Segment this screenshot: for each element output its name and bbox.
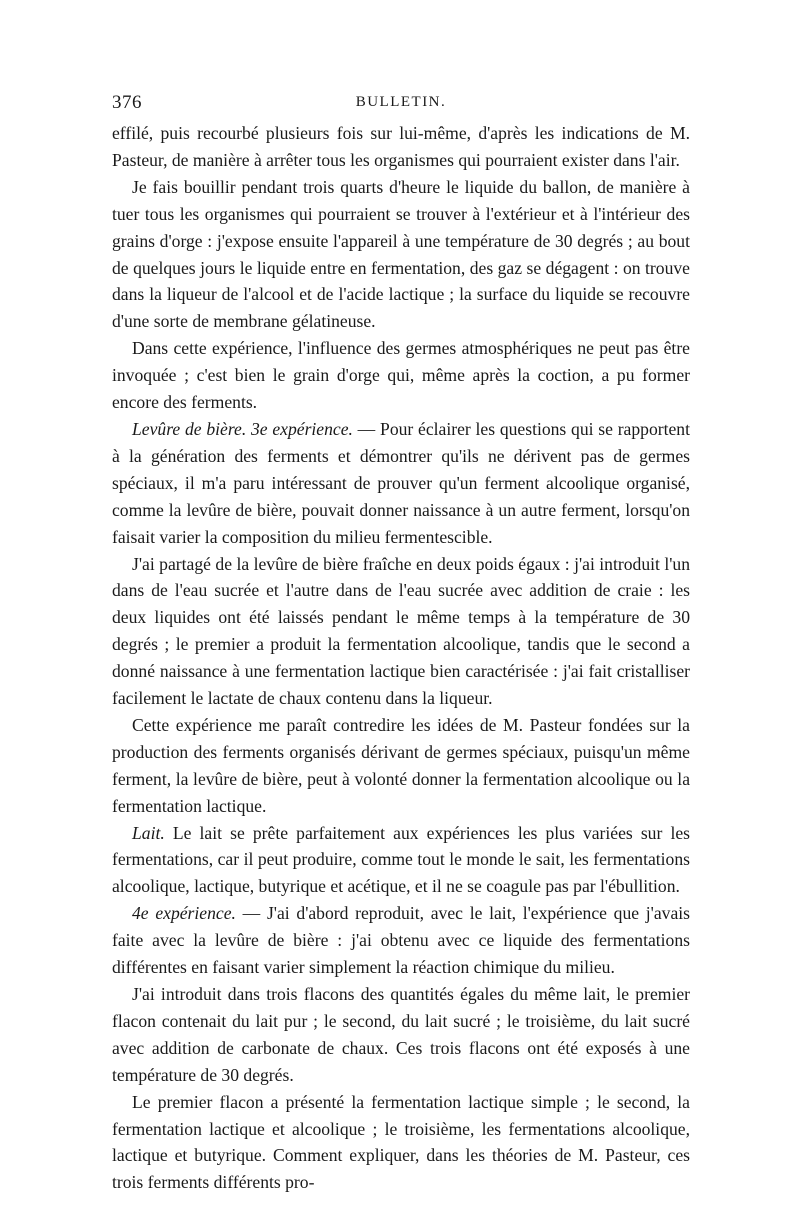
paragraph xyxy=(112,981,690,1089)
section-lead: Levûre de bière. 3e expérience. xyxy=(132,418,353,439)
paragraph-4e-experience xyxy=(112,900,690,981)
paragraph-text: J'ai partagé de la levûre de bière fraîche en deux poids égaux : j'ai introduit l'un dans de l'eau sucrée et l'autre dans de l'eau sucrée avec addition de craie : les deux liquides ont été laissés pendant le même temps à la température de 30 degrés ; le premier a produit la fermentation alcoolique, tandis que le second a donné naissance à une fermentation lactique bien caractérisée : j'ai fait cristalliser facilement le lactate de chaux contenu dans la liqueur. xyxy=(112,553,690,709)
paragraph-text: — Pour éclairer les questions qui se rapportent à la génération des ferments et démontrer qu'ils ne dérivent pas de germes spéciaux, il m'a paru intéressant de prouver qu'un ferment alcoolique organisé, comme la levûre de bière, pouvait donner naissance à un autre ferment, lorsqu'on faisait varier la composition du milieu fermentescible. xyxy=(112,418,690,547)
paragraph-text: — J'ai d'abord reproduit, avec le lait, l'expérience que j'avais faite avec la levûre de bière : j'ai obtenu avec ce liquide des fermentations différentes en faisant varier simplement la réaction chimique du milieu. xyxy=(112,903,690,978)
paragraph-last xyxy=(112,1089,690,1197)
running-title: BULLETIN. xyxy=(355,94,447,110)
paragraph-text: Cette expérience me paraît contredire les idées de M. Pasteur fondées sur la production des ferments organisés dérivant de germes spéciaux, puisqu'un même ferment, la levûre de bière, peut à volonté donner la fermentation alcoolique ou la fermentation lactique. xyxy=(112,714,690,816)
paragraph-text: Le lait se prête parfaitement aux expériences les plus variées sur les fermentations, car il peut produire, comme tout le monde le sait, les fermentations alcoolique, lactique, butyrique et acétique, et il ne se coagule pas par l'ébullition. xyxy=(112,822,690,897)
paragraph xyxy=(112,712,690,820)
paragraph-continuation xyxy=(112,120,690,174)
paragraph xyxy=(112,335,690,416)
paragraph-text: Le premier flacon a présenté la fermentation lactique simple ; le second, la fermentation lactique et alcoolique ; le troisième, les fermentations alcoolique, lactique et butyrique. Comment expliquer, dans les théories de M. Pasteur, ces trois ferments différents pro- xyxy=(112,1091,690,1193)
page-number: 376 xyxy=(112,92,142,113)
paragraph xyxy=(112,551,690,712)
page-header xyxy=(112,92,690,120)
body-text xyxy=(112,120,690,1196)
paragraph-text: effilé, puis recourbé plusieurs fois sur lui-même, d'après les indications de M. Pasteur, de manière à arrêter tous les organismes qui pourraient exister dans l'air. xyxy=(112,123,690,170)
paragraph-text: Dans cette expérience, l'influence des germes atmosphériques ne peut pas être invoquée ; c'est bien le grain d'orge qui, même après la coction, a pu former encore des ferments. xyxy=(112,338,690,413)
section-lead: Lait. xyxy=(132,822,165,843)
section-lead: 4e expérience. xyxy=(132,903,236,924)
paragraph-lait xyxy=(112,820,690,901)
paragraph-text: J'ai introduit dans trois flacons des quantités égales du même lait, le premier flacon contenait du lait pur ; le second, du lait sucré ; le troisième, du lait sucré avec addition de carbonate de chaux. Ces trois flacons ont été exposés à une température de 30 degrés. xyxy=(112,984,690,1085)
paragraph-levure-de-biere xyxy=(112,416,690,551)
paragraph-text: Je fais bouillir pendant trois quarts d'heure le liquide du ballon, de manière à tuer tous les organismes qui pourraient se trouver à l'extérieur et à l'intérieur des grains d'orge : j'expose ensuite l'appareil à une température de 30 degrés ; au bout de quelques jours le liquide entre en fermentation, des gaz se dégagent : on trouve dans la liqueur de l'alcool et de l'acide lactique ; la surface du liquide se recouvre d'une sorte de membrane gélatineuse. xyxy=(112,176,690,332)
paragraph xyxy=(112,174,690,335)
book-page xyxy=(112,92,690,1196)
